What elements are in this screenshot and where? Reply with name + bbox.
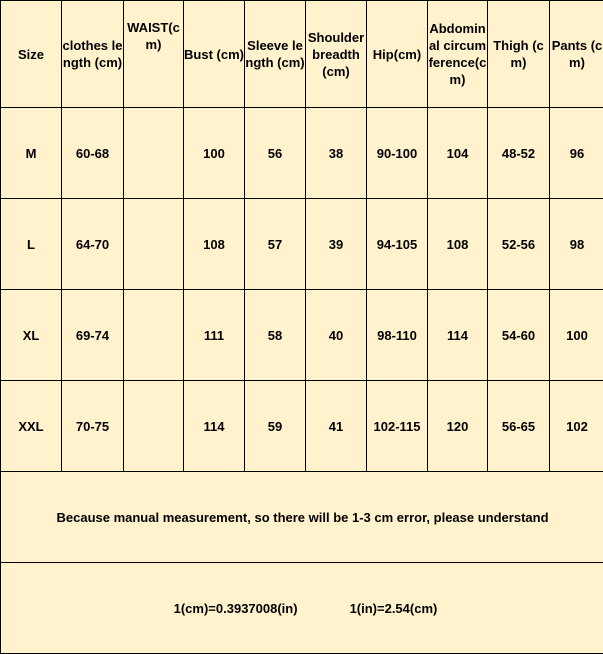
measurement-error-note: Because manual measurement, so there will be 1-3 cm error, please understand [1, 472, 603, 563]
header-sleeve-length: Sleeve length (cm) [245, 1, 306, 108]
cm-to-inch-conversion: 1(cm)=0.3937008(in) [174, 600, 298, 617]
cell-clothes-length: 60-68 [62, 108, 124, 199]
cell-abdominal: 114 [428, 290, 488, 381]
cell-abdominal: 104 [428, 108, 488, 199]
cell-thigh: 56-65 [488, 381, 550, 472]
cell-pants: 98 [550, 199, 603, 290]
cell-thigh: 52-56 [488, 199, 550, 290]
cell-hip: 94-105 [367, 199, 428, 290]
cell-size: XXL [1, 381, 62, 472]
inch-to-cm-conversion: 1(in)=2.54(cm) [350, 600, 438, 617]
header-row [1, 1, 603, 108]
cell-sleeve-length: 57 [245, 199, 306, 290]
table-row [1, 381, 603, 472]
cell-size: M [1, 108, 62, 199]
cell-abdominal: 120 [428, 381, 488, 472]
cell-abdominal: 108 [428, 199, 488, 290]
header-bust: Bust (cm) [184, 1, 245, 108]
cell-waist [124, 108, 184, 199]
header-clothes-length: clothes length (cm) [62, 1, 124, 108]
header-hip: Hip(cm) [367, 1, 428, 108]
cell-hip: 90-100 [367, 108, 428, 199]
header-size: Size [1, 1, 62, 108]
cell-pants: 96 [550, 108, 603, 199]
header-abdominal-circumference: Abdominal circumference(cm) [428, 1, 488, 108]
header-shoulder-breadth: Shoulder breadth (cm) [306, 1, 367, 108]
cell-shoulder-breadth: 38 [306, 108, 367, 199]
note-row [1, 472, 603, 563]
cell-pants: 100 [550, 290, 603, 381]
cell-shoulder-breadth: 41 [306, 381, 367, 472]
cell-bust: 108 [184, 199, 245, 290]
cell-waist [124, 381, 184, 472]
cell-sleeve-length: 59 [245, 381, 306, 472]
cell-shoulder-breadth: 39 [306, 199, 367, 290]
cell-clothes-length: 64-70 [62, 199, 124, 290]
cell-sleeve-length: 56 [245, 108, 306, 199]
cell-bust: 114 [184, 381, 245, 472]
cell-size: L [1, 199, 62, 290]
unit-conversion-cell [1, 563, 603, 654]
cell-bust: 111 [184, 290, 245, 381]
cell-waist [124, 290, 184, 381]
cell-waist [124, 199, 184, 290]
cell-size: XL [1, 290, 62, 381]
cell-hip: 102-115 [367, 381, 428, 472]
cell-thigh: 48-52 [488, 108, 550, 199]
cell-hip: 98-110 [367, 290, 428, 381]
cell-clothes-length: 70-75 [62, 381, 124, 472]
header-pants: Pants (cm) [550, 1, 603, 108]
cell-clothes-length: 69-74 [62, 290, 124, 381]
cell-sleeve-length: 58 [245, 290, 306, 381]
cell-pants: 102 [550, 381, 603, 472]
header-thigh: Thigh (cm) [488, 1, 550, 108]
conversion-row [1, 563, 603, 654]
table-row [1, 290, 603, 381]
cell-shoulder-breadth: 40 [306, 290, 367, 381]
table-row [1, 108, 603, 199]
cell-thigh: 54-60 [488, 290, 550, 381]
cell-bust: 100 [184, 108, 245, 199]
table-row [1, 199, 603, 290]
header-waist: WAIST(cm) [124, 1, 184, 108]
